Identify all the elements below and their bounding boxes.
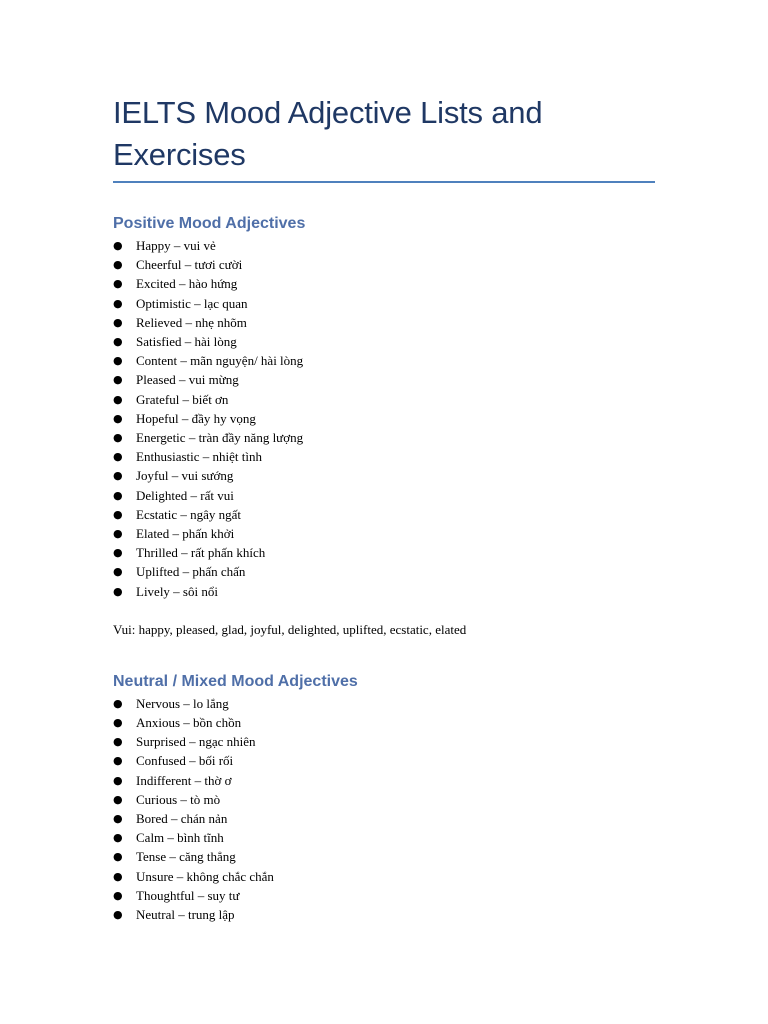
bullet-icon: ● [113,735,123,749]
list-item [113,236,655,255]
bullet-icon: ● [113,850,123,864]
bullet-icon: ● [113,792,123,806]
list-item-text: Confused – bối rối [136,753,234,769]
list-item-text: Enthusiastic – nhiệt tình [136,449,263,465]
list-item-text: Nervous – lo lắng [136,695,229,711]
list-item [113,771,655,790]
list-item [113,447,655,466]
list-item [113,294,655,313]
bullet-icon: ● [113,507,123,521]
list-item-text: Indifferent – thờ ơ [136,772,232,788]
bullet-icon: ● [113,239,123,252]
list-item [113,905,655,924]
list-item-text: Lively – sôi nổi [136,583,218,599]
bullet-icon: ● [113,354,123,368]
list-item-text: Grateful – biết ơn [136,391,229,407]
list-item-text: Joyful – vui sướng [136,468,234,484]
title-underline [113,181,655,183]
list-item [113,867,655,886]
list-item-text: Energetic – tràn đầy năng lượng [136,430,304,446]
list-item-text: Satisfied – hài lòng [136,334,237,350]
document-title: IELTS Mood Adjective Lists and Exercises [113,95,543,172]
bullet-icon: ● [113,565,123,579]
bullet-icon: ● [113,908,123,922]
list-item [113,505,655,524]
bullet-icon: ● [113,392,123,406]
bullet-icon: ● [113,546,123,560]
list-item-text: Pleased – vui mừng [136,372,239,388]
neutral-adjective-list [113,694,655,924]
list-item-text: Tense – căng thẳng [136,849,236,865]
list-item [113,694,655,713]
bullet-icon: ● [113,584,123,598]
bullet-icon: ● [113,277,123,291]
bullet-icon: ● [113,335,123,349]
list-item-text: Delighted – rất vui [136,487,234,503]
list-item [113,390,655,409]
list-item-text: Excited – hào hứng [136,276,238,292]
list-item [113,524,655,543]
list-item [113,274,655,293]
list-item-text: Hopeful – đầy hy vọng [136,410,256,426]
bullet-icon: ● [113,488,123,502]
list-item [113,313,655,332]
list-item [113,466,655,485]
list-item-text: Anxious – bồn chồn [136,715,242,731]
list-item [113,732,655,751]
list-item-text: Content – mãn nguyện/ hài lòng [136,353,304,369]
list-item [113,790,655,809]
list-item-text: Happy – vui vẻ [136,238,216,253]
bullet-icon: ● [113,296,123,310]
list-item-text: Cheerful – tươi cười [136,257,243,273]
bullet-icon: ● [113,373,123,387]
list-item-text: Surprised – ngạc nhiên [136,734,256,750]
list-item [113,428,655,447]
list-item [113,562,655,581]
list-item [113,351,655,370]
bullet-icon: ● [113,450,123,464]
list-item [113,751,655,770]
bullet-icon: ● [113,527,123,541]
list-item-text: Ecstatic – ngây ngất [136,506,242,522]
list-item-text: Uplifted – phấn chấn [136,564,246,580]
bullet-icon: ● [113,773,123,787]
bullet-icon: ● [113,315,123,329]
vui-synonyms-note: Vui: happy, pleased, glad, joyful, delighted, uplifted, ecstatic, elated [113,621,467,637]
bullet-icon: ● [113,258,123,272]
list-item [113,582,655,601]
list-item [113,409,655,428]
bullet-icon: ● [113,431,123,445]
list-item-text: Thoughtful – suy tư [136,887,240,903]
bullet-icon: ● [113,411,123,425]
bullet-icon: ● [113,888,123,902]
bullet-icon: ● [113,754,123,768]
list-item [113,486,655,505]
list-item-text: Calm – bình tĩnh [136,830,224,846]
positive-heading: Positive Mood Adjectives [113,215,306,232]
list-item [113,809,655,828]
list-item [113,543,655,562]
list-item [113,886,655,905]
bullet-icon: ● [113,812,123,826]
list-item-text: Elated – phấn khởi [136,526,235,542]
list-item-text: Relieved – nhẹ nhõm [136,314,247,330]
bullet-icon: ● [113,869,123,883]
list-item-text: Bored – chán nản [136,811,228,827]
list-item [113,332,655,351]
bullet-icon: ● [113,469,123,483]
list-item [113,847,655,866]
neutral-heading: Neutral / Mixed Mood Adjectives [113,672,358,690]
bullet-icon: ● [113,716,123,730]
list-item-text: Unsure – không chắc chắn [136,868,274,884]
bullet-icon: ● [113,831,123,845]
list-item-text: Optimistic – lạc quan [136,295,248,311]
list-item [113,828,655,847]
document-page [113,92,655,924]
list-item-text: Neutral – trung lập [136,907,235,923]
bullet-icon: ● [113,696,123,710]
positive-adjective-list [113,236,655,601]
list-item [113,713,655,732]
list-item-text: Thrilled – rất phấn khích [136,545,266,561]
list-item [113,255,655,274]
list-item [113,370,655,389]
list-item-text: Curious – tò mò [136,791,221,807]
